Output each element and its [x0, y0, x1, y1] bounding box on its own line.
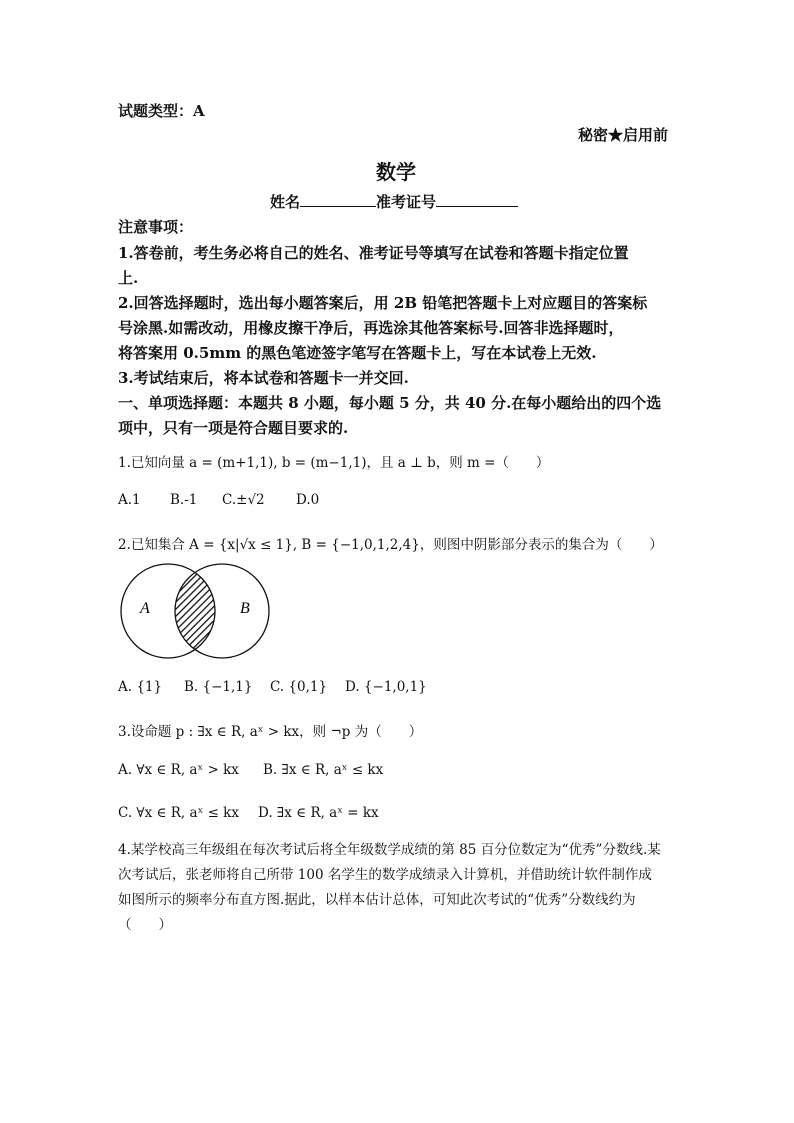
notice-line: 1.答卷前，考生务必将自己的姓名、准考证号等填写在试卷和答题卡指定位置: [118, 244, 629, 262]
q2-option-a: A. {1}: [118, 679, 163, 695]
page-title: 数学: [376, 160, 416, 184]
question-4-line: （ ）: [118, 917, 172, 933]
q2-option-c: C. {0,1}: [270, 679, 328, 695]
notice-line: 上.: [118, 269, 139, 287]
notice-line: 3.考试结束后，将本试卷和答题卡一并交回.: [118, 369, 409, 387]
name-blank: [300, 192, 376, 207]
q2-option-d: D. {−1,0,1}: [345, 679, 427, 695]
question-4-line: 4.某学校高三年级组在每次考试后将全年级数学成绩的第 85 百分位数定为“优秀”分数线.某: [118, 842, 661, 858]
notice-line: 将答案用 0.5mm 的黑色笔迹签字笔写在答题卡上，写在本试卷上无效.: [118, 344, 597, 362]
id-blank: [436, 192, 518, 207]
id-label: 准考证号: [376, 193, 437, 211]
question-4-line: 次考试后，张老师将自己所带 100 名学生的数学成绩录入计算机，并借助统计软件制作成: [118, 867, 652, 883]
name-label: 姓名: [270, 193, 301, 211]
q3-option-b: B. ∃x ∈ R, aˣ ≤ kx: [263, 762, 384, 778]
question-1-stem: 1.已知向量 a = (m+1,1), b = (m−1,1)，且 a ⊥ b，则 m =（ ）: [118, 455, 550, 471]
notice-heading: 注意事项：: [118, 218, 194, 236]
q1-option-a: A.1: [118, 492, 141, 508]
name-id-line: [270, 191, 518, 212]
venn-diagram: [118, 560, 272, 664]
section-heading: 一、单项选择题：本题共 8 小题，每小题 5 分，共 40 分.在每小题给出的四个选: [118, 394, 662, 412]
q3-option-d: D. ∃x ∈ R, aˣ = kx: [258, 805, 379, 821]
q1-option-b: B.-1: [170, 492, 198, 508]
venn-label-b: B: [240, 600, 250, 617]
question-2-stem: 2.已知集合 A = {x|√x ≤ 1}, B = {−1,0,1,2,4}，则图中阴影部分表示的集合为（ ）: [118, 537, 663, 553]
question-3-stem: 3.设命题 p : ∃x ∈ R, aˣ > kx，则 ¬p 为（ ）: [118, 724, 423, 740]
exam-type: 试题类型：A: [118, 102, 205, 120]
q2-option-b: B. {−1,1}: [184, 679, 253, 695]
notice-line: 2.回答选择题时，选出每小题答案后，用 2B 铅笔把答题卡上对应题目的答案标: [118, 294, 648, 312]
q3-option-c: C. ∀x ∈ R, aˣ ≤ kx: [118, 805, 239, 821]
q1-option-d: D.0: [296, 492, 320, 508]
q1-option-c: C.±√2: [222, 492, 265, 508]
venn-label-a: A: [140, 600, 150, 617]
section-heading: 项中，只有一项是符合题目要求的.: [118, 419, 349, 437]
secret-label: 秘密★启用前: [578, 126, 669, 144]
notice-line: 号涂黑.如需改动，用橡皮擦干净后，再选涂其他答案标号.回答非选择题时，: [118, 319, 624, 337]
q3-option-a: A. ∀x ∈ R, aˣ > kx: [118, 762, 239, 778]
question-4-line: 如图所示的频率分布直方图.据此，以样本估计总体，可知此次考试的“优秀”分数线约为: [118, 892, 636, 908]
